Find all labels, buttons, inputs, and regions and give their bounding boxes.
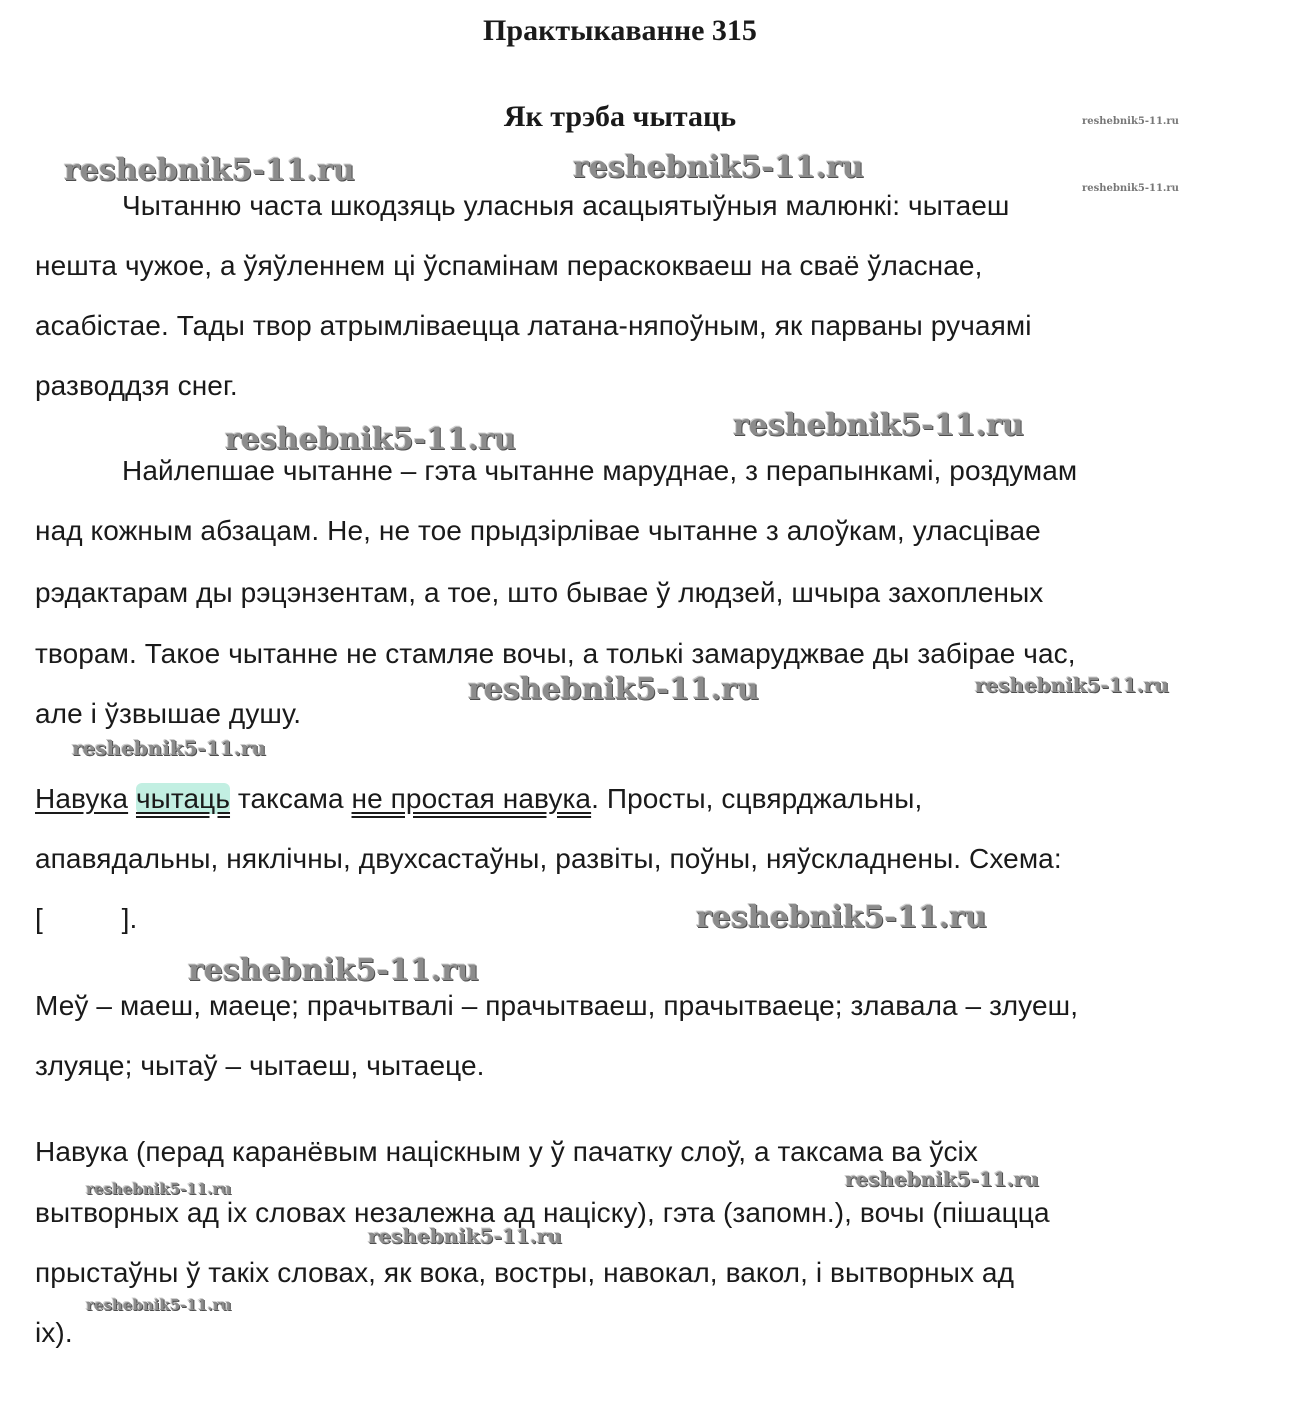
notes-line: вытворных ад іх словах незалежна ад націску), гэта (запомн.), вочы (пішацца	[35, 1197, 1050, 1228]
text-title: Як трэба чытаць	[503, 100, 737, 133]
paragraph1-line: разводдзя снег.	[35, 370, 238, 401]
watermark: reshebnik5-11.ru	[72, 736, 266, 760]
notes-line: Навука (перад каранёвым націскным у ў пачатку слоў, а таксама ва ўсіх	[35, 1136, 978, 1167]
predicate-compound: не простая навука	[351, 783, 592, 814]
watermark: reshebnik5-11.ru	[86, 1296, 232, 1314]
notes-line: іх).	[35, 1317, 73, 1348]
exercise-title: Практыкаванне 315	[483, 14, 757, 47]
watermark: reshebnik5-11.ru	[468, 672, 759, 707]
paragraph1-line: асабістае. Тады твор атрымліваецца латана-няпоўным, як парваны ручаямі	[35, 310, 1032, 341]
analysis-middle: таксама	[230, 783, 352, 814]
watermark: reshebnik5-11.ru	[368, 1224, 562, 1248]
paragraph2-line: Найлепшае чытанне – гэта чытанне маруднае, з перапынкамі, роздумам	[122, 455, 1078, 486]
paragraph2-line: над кожным абзацам. Не, не тое прыдзірлівае чытанне з алоўкам, уласцівае	[35, 515, 1041, 546]
watermark: reshebnik5-11.ru	[64, 153, 355, 188]
watermark: reshebnik5-11.ru	[733, 408, 1024, 443]
paragraph2-line: творам. Такое чытанне не стамляе вочы, а толькі замаруджвае ды забірае час,	[35, 638, 1076, 669]
forms-line: Меў – маеш, маеце; прачытвалі – прачытваеш, прачытваеце; злавала – злуеш,	[35, 990, 1079, 1021]
analysis-rest: . Просты, сцвярджальны,	[591, 783, 923, 814]
watermark: reshebnik5-11.ru	[1082, 116, 1179, 127]
watermark: reshebnik5-11.ru	[86, 1180, 232, 1198]
watermark: reshebnik5-11.ru	[1082, 183, 1179, 194]
subject: Навука	[35, 783, 129, 814]
paragraph1-line: нешта чужое, а ўяўленнем ці ўспамінам пераскокваеш на сваё ўласнае,	[35, 250, 983, 281]
predicate-verb: чытаць	[135, 783, 231, 814]
watermark: reshebnik5-11.ru	[573, 150, 864, 185]
analysis-line-1	[35, 783, 922, 815]
notes-line: прыстаўны ў такіх словах, як вока, востры, навокал, вакол, і вытворных ад	[35, 1257, 1015, 1288]
watermark: reshebnik5-11.ru	[188, 953, 479, 988]
watermark: reshebnik5-11.ru	[696, 900, 987, 935]
analysis-line-2: апавядальны, няклічны, двухсастаўны, развіты, поўны, няўскладнены. Схема:	[35, 843, 1062, 874]
watermark: reshebnik5-11.ru	[225, 422, 516, 457]
watermark: reshebnik5-11.ru	[975, 673, 1169, 697]
paragraph1-line: Чытанню часта шкодзяць уласныя асацыятыўныя малюнкі: чытаеш	[122, 190, 1010, 221]
paragraph2-line: але і ўзвышае душу.	[35, 698, 302, 729]
analysis-scheme: [ ].	[35, 903, 138, 934]
watermark: reshebnik5-11.ru	[845, 1167, 1039, 1191]
paragraph2-line: рэдактарам ды рэцэнзентам, а тое, што бывае ў людзей, шчыра захопленых	[35, 577, 1044, 608]
forms-line: злуяце; чытаў – чытаеш, чытаеце.	[35, 1050, 485, 1081]
